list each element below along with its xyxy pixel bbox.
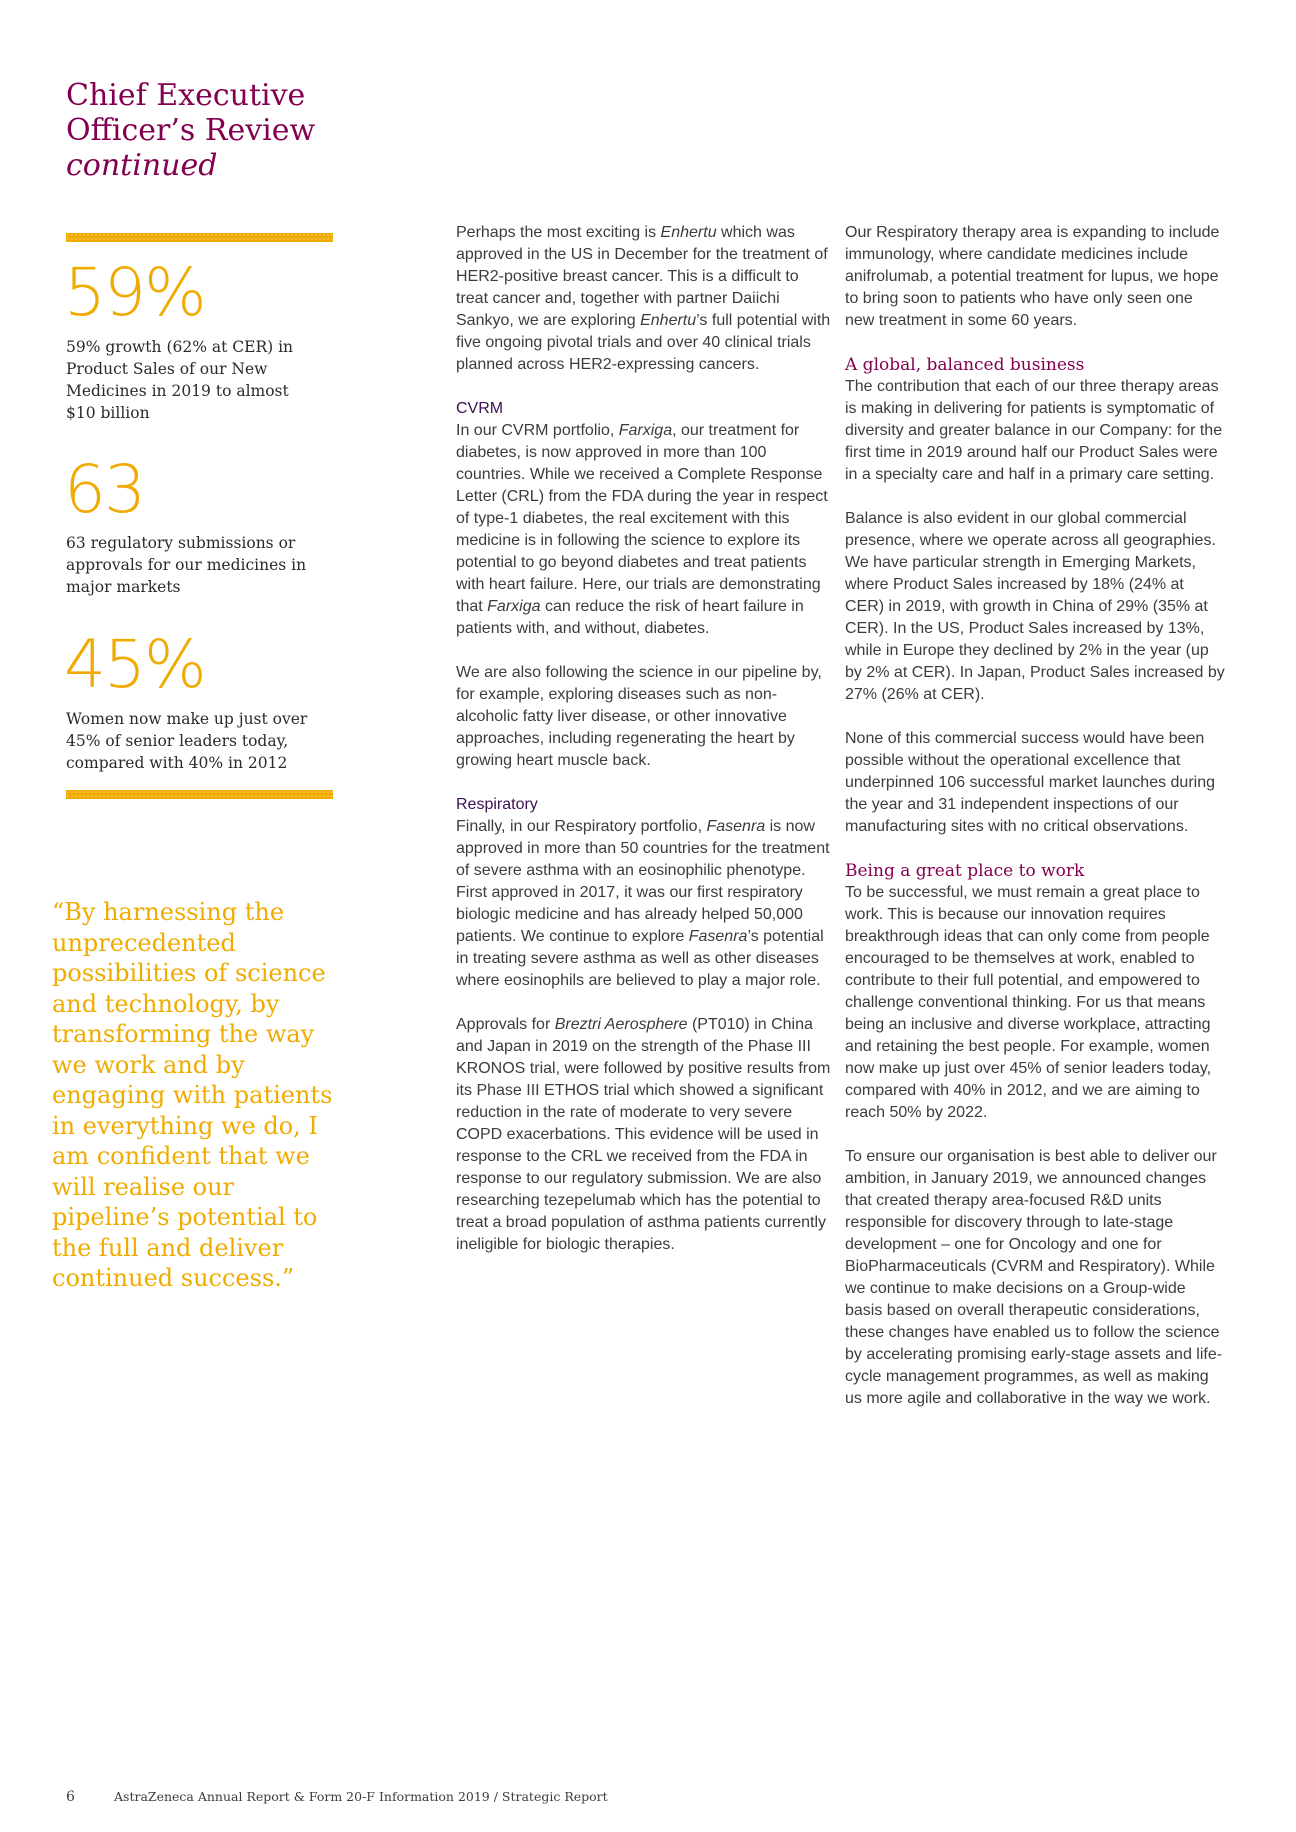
paragraph-global-presence: Balance is also evident in our global commercial presence, where we operate across all geographies. We have particular strength in Emerging Markets, where Product Sales increased by 18% (24% at CER) in 2019, with growth in China of 29% (35% at CER). In the US, Product Sales increased by 13%, while in Europe they declined by 2% in the year (up by 2% at CER). In Japan, Product Sales increased by 27% (26% at CER). [845,510,1225,703]
page-number: 6 [66,1789,75,1805]
paragraph-breztri: Approvals for Breztri Aerosphere (PT010) in China and Japan in 2019 on the strength of the Phase III KRONOS trial, were followed by positive results from its Phase III ETHOS trial which showed a significant reduction in the rate of moderate to very severe COPD exacerbations. This evidence will be used in response to the CRL we received from the FDA in response to our regulatory submission. We are also researching tezepelumab which has the potential to treat a broad population of asthma patients currently ineligible for biologic therapies. [456,1016,831,1253]
paragraph-operational-excellence: None of this commercial success would have been possible without the operational excellence that underpinned 106 successful market launches during the year and 31 independent inspections of our manufacturing sites with no critical observations. [845,730,1216,835]
stat-value-regulatory: 63 [64,451,144,528]
title-continued: continued [66,148,218,183]
paragraph-enhertu: Perhaps the most exciting is Enhertu which was approved in the US in December for the treatment of HER2-positive breast cancer. This is a difficult to treat cancer and, together with partner Daiichi Sankyo, we are exploring Enhertu’s full potential with five ongoing pivotal trials and over 40 clinical trials planned across HER2-expressing cancers. [456,224,831,373]
stat-desc-regulatory: 63 regulatory submissions or approvals for our medicines in major markets [66,534,307,596]
page-footer [66,1787,608,1807]
heading-great-place-to-work: Being a great place to work [845,861,1085,881]
title-line-2: Officer’s Review [66,113,316,148]
footer-text: AstraZeneca Annual Report & Form 20-F Information 2019 / Strategic Report [114,1789,608,1804]
pull-quote: “By harnessing the unprecedented possibilities of science and technology, by transforming the way we work and by engaging with patients in everything we do, I am confident that we will realise our pipeline’s potential to the full and deliver continued success.” [52,898,333,1292]
paragraph-therapy-balance: The contribution that each of our three therapy areas is making in delivering for patients is symptomatic of diversity and greater balance in our Company: for the first time in 2019 around half our Product Sales were in a specialty care and half in a primary care setting. [845,378,1223,483]
stat-desc-women-leaders: Women now make up just over 45% of senior leaders today, compared with 40% in 2012 [66,710,308,772]
paragraph-great-place: To be successful, we must remain a great place to work. This is because our innovation requires breakthrough ideas that can only come from people encouraged to be themselves at work, enabled to contribute to their full potential, and empowered to challenge conventional thinking. For us that means being an inclusive and diverse workplace, attracting and retaining the best people. For example, women now make up just over 45% of senior leaders today, compared with 40% in 2012, and we are aiming to reach 50% by 2022. [845,884,1212,1121]
paragraph-fasenra: Finally, in our Respiratory portfolio, Fasenra is now approved in more than 50 countries for the treatment of severe asthma with an eosinophilic phenotype. First approved in 2017, it was our first respiratory biologic medicine and has already helped 50,000 patients. We continue to explore Fasenra’s potential in treating severe asthma as well as other diseases where eosinophils are believed to play a major role. [456,818,830,989]
right-column [845,222,1225,1410]
heading-global-business: A global, balanced business [845,355,1085,375]
bottom-divider [66,790,333,799]
stat-value-new-medicines: 59% [64,254,205,331]
stat-value-women-leaders: 45% [64,626,205,703]
paragraph-pipeline: We are also following the science in our pipeline by, for example, exploring diseases such as non-alcoholic fatty liver disease, or other innovative approaches, including regenerating the heart by growing heart muscle back. [456,664,822,769]
paragraph-organisation: To ensure our organisation is best able to deliver our ambition, in January 2019, we announced changes that created therapy area-focused R&D units responsible for discovery through to late-stage development – one for Oncology and one for BioPharmaceuticals (CVRM and Respiratory). While we continue to make decisions on a Group-wide basis based on overall therapeutic considerations, these changes have enabled us to follow the science by accelerating promising early-stage assets and life-cycle management programmes, as well as making us more agile and collaborative in the way we work. [845,1148,1223,1407]
paragraph-farxiga: In our CVRM portfolio, Farxiga, our treatment for diabetes, is now approved in more than 100 countries. While we received a Complete Response Letter (CRL) from the FDA during the year in respect of type-1 diabetes, the real excitement with this medicine is in following the science to explore its potential to go beyond diabetes and treat patients with heart failure. Here, our trials are demonstrating that Farxiga can reduce the risk of heart failure in patients with, and without, diabetes. [456,422,828,637]
stat-desc-new-medicines: 59% growth (62% at CER) in Product Sales of our New Medicines in 2019 to almost $10 billion [66,338,294,422]
top-divider [66,233,333,242]
page-title [66,78,315,183]
middle-column [456,222,831,1256]
heading-cvrm: CVRM [456,400,504,417]
heading-respiratory: Respiratory [456,796,538,813]
title-line-1: Chief Executive [66,78,306,113]
paragraph-immunology: Our Respiratory therapy area is expanding to include immunology, where candidate medicines include anifrolumab, a potential treatment for lupus, we hope to bring soon to patients who have only seen one new treatment in some 60 years. [845,224,1220,329]
